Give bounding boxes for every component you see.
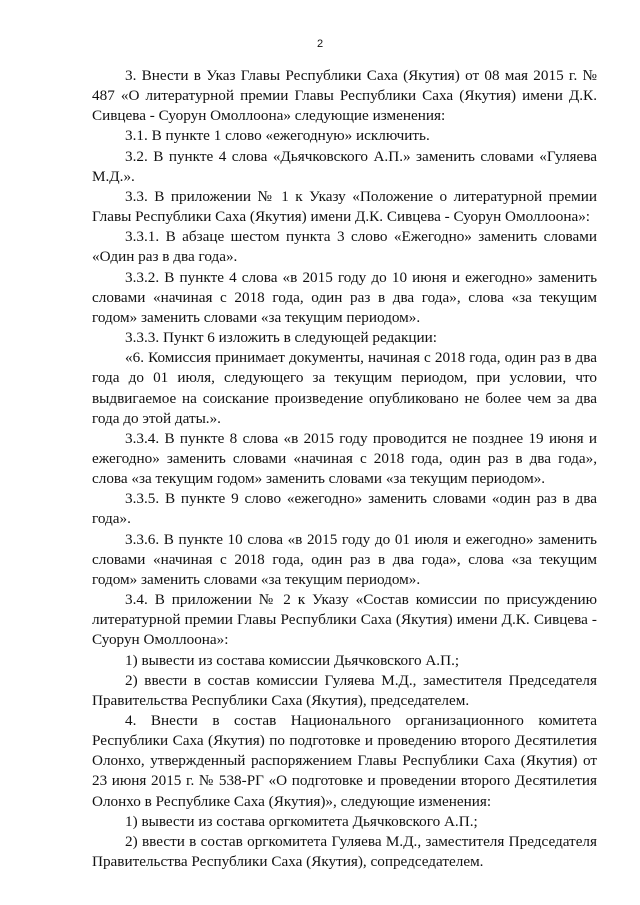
- paragraph-3-3-1: 3.3.1. В абзаце шестом пункта 3 слово «Ежегодно» заменить словами «Один раз в два года».: [92, 228, 597, 266]
- paragraph-3-4-item-2: 2) ввести в состав комиссии Гуляева М.Д., заместителя Председателя Правительства Республики Саха (Якутия), председателем.: [92, 671, 597, 709]
- paragraph-3-3: 3.3. В приложении № 1 к Указу «Положение о литературной премии Главы Республики Саха (Якутия) имени Д.К. Сивцева - Суорун Омоллоона»:: [92, 187, 597, 226]
- paragraph-3: 3. Внести в Указ Главы Республики Саха (Якутия) от 08 мая 2015 г. № 487 «О литературной премии Главы Республики Саха (Якутия) имени Д.К. Сивцева - Суорун Омоллоона» следующие изменения:: [92, 67, 597, 125]
- paragraph-4: 4. Внести в состав Национального организационного комитета Республики Саха (Якутия) по подготовке и проведению второго Десятилетия Олонхо, утвержденный распоряжением Главы Республики Саха (Якутия) от 23 июня 2015 г. № 538-РГ «О подготовке и проведении второго Десятилетия Олонхо в Республике Саха (Якутия)», следующие изменения:: [92, 712, 597, 810]
- paragraph-4-item-2: 2) ввести в состав оргкомитета Гуляева М.Д., заместителя Председателя Правительства Республики Саха (Якутия), сопредседателем.: [92, 832, 597, 871]
- document-body: [92, 66, 597, 872]
- paragraph-3-3-3: 3.3.3. Пункт 6 изложить в следующей редакции:: [125, 329, 438, 347]
- page-number: 2: [316, 38, 324, 50]
- paragraph-3-3-6: 3.3.6. В пункте 10 слова «в 2015 году до 01 июля и ежегодно» заменить словами «начиная с 2018 года, один раз в два года», слова «за текущим годом» заменить словами «за текущим периодом».: [92, 530, 597, 588]
- paragraph-3-4-item-1: 1) вывести из состава комиссии Дьячковского А.П.;: [125, 651, 460, 669]
- paragraph-3-4: 3.4. В приложении № 2 к Указу «Состав комиссии по присуждению литературной премии Главы Республики Саха (Якутия) имени Д.К. Сивцева - Суорун Омоллоона»:: [92, 591, 597, 649]
- paragraph-3-3-5: 3.3.5. В пункте 9 слово «ежегодно» заменить словами «один раз в два года».: [92, 490, 597, 528]
- paragraph-4-item-1: 1) вывести из состава оргкомитета Дьячковского А.П.;: [125, 812, 478, 830]
- paragraph-3-3-2: 3.3.2. В пункте 4 слова «в 2015 году до 10 июня и ежегодно» заменить словами «начиная с 2018 года, один раз в два года», слова «за текущим годом» заменить словами «за текущим периодом».: [92, 268, 597, 326]
- paragraph-3-1: 3.1. В пункте 1 слово «ежегодную» исключить.: [125, 127, 430, 145]
- paragraph-3-2: 3.2. В пункте 4 слова «Дьячковского А.П.» заменить словами «Гуляева М.Д.».: [92, 147, 597, 185]
- paragraph-3-3-4: 3.3.4. В пункте 8 слова «в 2015 году проводится не позднее 19 июня и ежегодно» заменить словами «начиная с 2018 года, один раз в два года», слова «за текущим годом» заменить словами «за текущим периодом».: [92, 429, 597, 488]
- paragraph-quoted-clause-6: «6. Комиссия принимает документы, начиная с 2018 года, один раз в два года до 01 июля, следующего за текущим периодом, при условии, что выдвигаемое на соискание произведение опубликовано не более чем за два года до этой даты.».: [92, 349, 597, 427]
